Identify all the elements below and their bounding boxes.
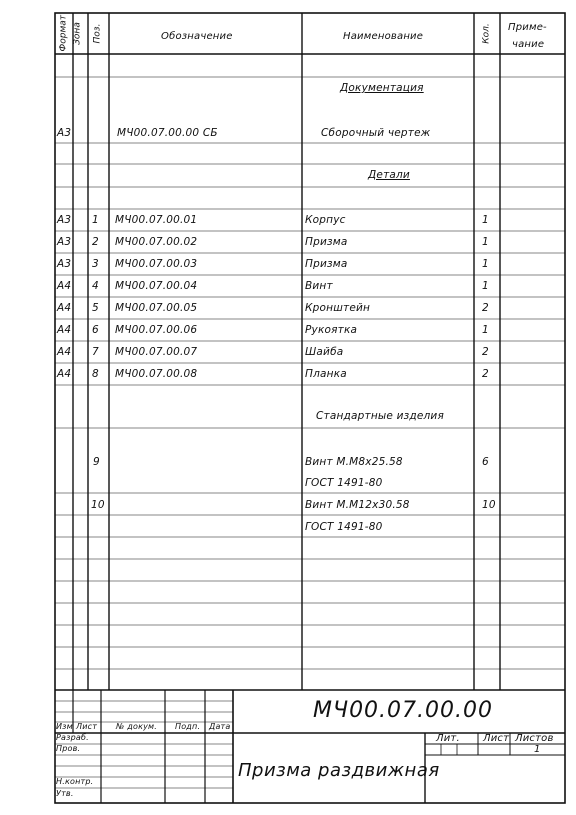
part-name: Винт	[305, 280, 333, 292]
tb-doc-no: № докум.	[116, 722, 158, 731]
part-format: А4	[57, 324, 72, 336]
section-documentation: Документация	[340, 82, 424, 94]
tb-utv: Утв.	[56, 789, 74, 798]
part-pos: 6	[92, 324, 99, 336]
part-designation: МЧ00.07.00.01	[115, 214, 198, 226]
standard-pos: 10	[91, 499, 105, 511]
part-qty: 2	[482, 346, 489, 358]
header-name: Наименование	[343, 31, 424, 42]
standard-std: ГОСТ 1491-80	[305, 477, 383, 489]
drawing-code: МЧ00.07.00.00	[313, 698, 494, 723]
tb-list: Лист	[76, 722, 98, 731]
section-standard: Стандартные изделия	[316, 410, 444, 422]
part-pos: 7	[92, 346, 99, 358]
assembly-format: А3	[57, 127, 72, 139]
part-qty: 2	[482, 368, 489, 380]
header-designation: Обозначение	[161, 31, 233, 42]
part-qty: 1	[482, 236, 489, 248]
standard-qty: 10	[482, 499, 496, 511]
standard-qty: 6	[482, 456, 489, 468]
assembly-name: Сборочный чертеж	[321, 127, 431, 139]
tb-prov: Пров.	[56, 744, 81, 753]
part-format: А3	[57, 258, 72, 270]
part-name: Планка	[305, 368, 347, 380]
part-designation: МЧ00.07.00.03	[115, 258, 198, 270]
part-name: Призма	[305, 258, 348, 270]
part-designation: МЧ00.07.00.04	[115, 280, 198, 292]
part-pos: 5	[92, 302, 99, 314]
part-name: Кронштейн	[305, 302, 371, 314]
part-designation: МЧ00.07.00.07	[115, 346, 198, 358]
header-format: Формат	[58, 14, 69, 52]
part-pos: 1	[92, 214, 99, 226]
part-name: Шайба	[305, 346, 344, 358]
drawing-title: Призма раздвижная	[238, 760, 440, 781]
header-zone: Зона	[72, 22, 83, 45]
part-designation: МЧ00.07.00.08	[115, 368, 198, 380]
part-name: Корпус	[305, 214, 346, 226]
tb-razrab: Разраб.	[56, 733, 89, 742]
tb-date: Дата	[209, 722, 231, 731]
header-note-line1: Приме-	[508, 22, 547, 33]
tb-sheets: Листов	[515, 733, 554, 744]
assembly-designation: МЧ00.07.00.00 СБ	[117, 127, 218, 139]
part-format: А4	[57, 368, 72, 380]
part-format: А4	[57, 280, 72, 292]
standard-std: ГОСТ 1491-80	[305, 521, 383, 533]
tb-lit: Лит.	[436, 733, 460, 744]
part-pos: 3	[92, 258, 99, 270]
part-qty: 1	[482, 258, 489, 270]
part-format: А4	[57, 302, 72, 314]
header-pos: Поз.	[92, 23, 103, 44]
part-designation: МЧ00.07.00.06	[115, 324, 198, 336]
header-qty: Кол.	[481, 23, 492, 44]
standard-name: Винт М.М12х30.58	[305, 499, 410, 511]
part-qty: 1	[482, 280, 489, 292]
part-qty: 1	[482, 214, 489, 226]
part-name: Рукоятка	[305, 324, 358, 336]
tb-sign: Подп.	[175, 722, 201, 731]
part-qty: 1	[482, 324, 489, 336]
header-note-line2: чание	[512, 39, 545, 50]
part-qty: 2	[482, 302, 489, 314]
part-designation: МЧ00.07.00.02	[115, 236, 198, 248]
part-pos: 8	[92, 368, 99, 380]
standard-name: Винт М.М8х25.58	[305, 456, 403, 468]
tb-sheet: Лист	[483, 733, 510, 744]
part-format: А3	[57, 236, 72, 248]
tb-sheets-value: 1	[534, 744, 541, 755]
section-parts: Детали	[368, 169, 410, 181]
tb-izm: Изм	[56, 722, 73, 731]
part-pos: 2	[92, 236, 99, 248]
part-format: А3	[57, 214, 72, 226]
tb-nkontr: Н.контр.	[56, 777, 94, 786]
part-name: Призма	[305, 236, 348, 248]
standard-pos: 9	[93, 456, 100, 468]
part-designation: МЧ00.07.00.05	[115, 302, 198, 314]
part-pos: 4	[92, 280, 99, 292]
part-format: А4	[57, 346, 72, 358]
